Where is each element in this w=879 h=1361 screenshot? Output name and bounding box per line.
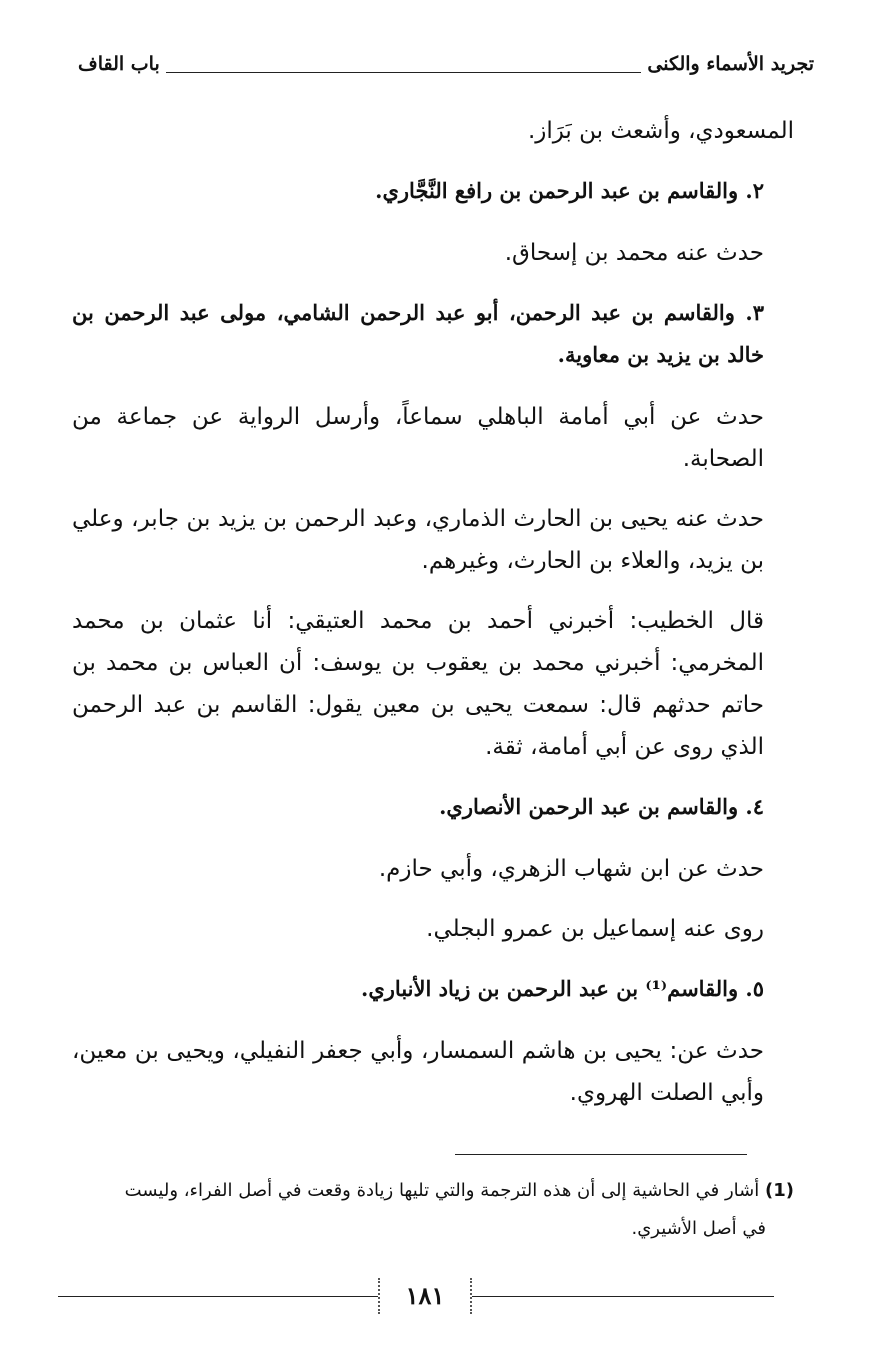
page-number: ١٨١ bbox=[378, 1278, 472, 1314]
paragraph: روى عنه إسماعيل بن عمرو البجلي. bbox=[426, 916, 764, 942]
running-header bbox=[72, 50, 820, 84]
footnote-continuation: في أصل الأشيري. bbox=[631, 1218, 766, 1239]
entry-heading-3: ٣. والقاسم بن عبد الرحمن، أبو عبد الرحمن الشامي، مولى عبد الرحمن بن خالد بن يزيد بن معاوية. bbox=[72, 300, 764, 367]
paragraph: قال الخطيب: أخبرني أحمد بن محمد العتيقي: أنا عثمان بن محمد المخرمي: أخبرني محمد بن يعقوب بن يوسف: أن العباس بن محمد بن حاتم حدثهم قال: سمعت يحيى بن معين يقول: القاسم بن عبد الرحمن الذي روى عن أبي أمامة، ثقة. bbox=[72, 608, 764, 760]
entry-heading-5: ٥. والقاسم⁽¹⁾ بن عبد الرحمن بن زياد الأنباري. bbox=[361, 976, 764, 1001]
paragraph: حدث عن ابن شهاب الزهري، وأبي حازم. bbox=[378, 856, 764, 882]
chapter-title: باب القاف bbox=[72, 52, 166, 76]
paragraph: حدث عن: يحيى بن هاشم السمسار، وأبي جعفر النفيلي، ويحيى بن معين، وأبي الصلت الهروي. bbox=[72, 1038, 764, 1106]
entry-heading-2: ٢. والقاسم بن عبد الرحمن بن رافع النَّجَّاري. bbox=[375, 178, 764, 203]
footnote-separator bbox=[455, 1154, 747, 1155]
footnote-marker: (1) bbox=[765, 1180, 794, 1201]
page-footer bbox=[58, 1278, 774, 1318]
book-title: تجريد الأسماء والكنى bbox=[641, 52, 820, 76]
paragraph: المسعودي، وأشعث بن بَرَاز. bbox=[527, 118, 794, 144]
paragraph: حدث عنه يحيى بن الحارث الذماري، وعبد الرحمن بن يزيد بن جابر، وعلي بن يزيد، والعلاء بن الحارث، وغيرهم. bbox=[72, 506, 764, 574]
footnote-text: أشار في الحاشية إلى أن هذه الترجمة والتي تليها زيادة وقعت في أصل الفراء، وليست bbox=[124, 1180, 760, 1201]
paragraph: حدث عن أبي أمامة الباهلي سماعاً، وأرسل الرواية عن جماعة من الصحابة. bbox=[72, 404, 764, 472]
entry-heading-4: ٤. والقاسم بن عبد الرحمن الأنصاري. bbox=[439, 794, 764, 819]
paragraph: حدث عنه محمد بن إسحاق. bbox=[504, 240, 764, 266]
footnote bbox=[72, 1172, 794, 1248]
page-body bbox=[72, 110, 794, 1132]
